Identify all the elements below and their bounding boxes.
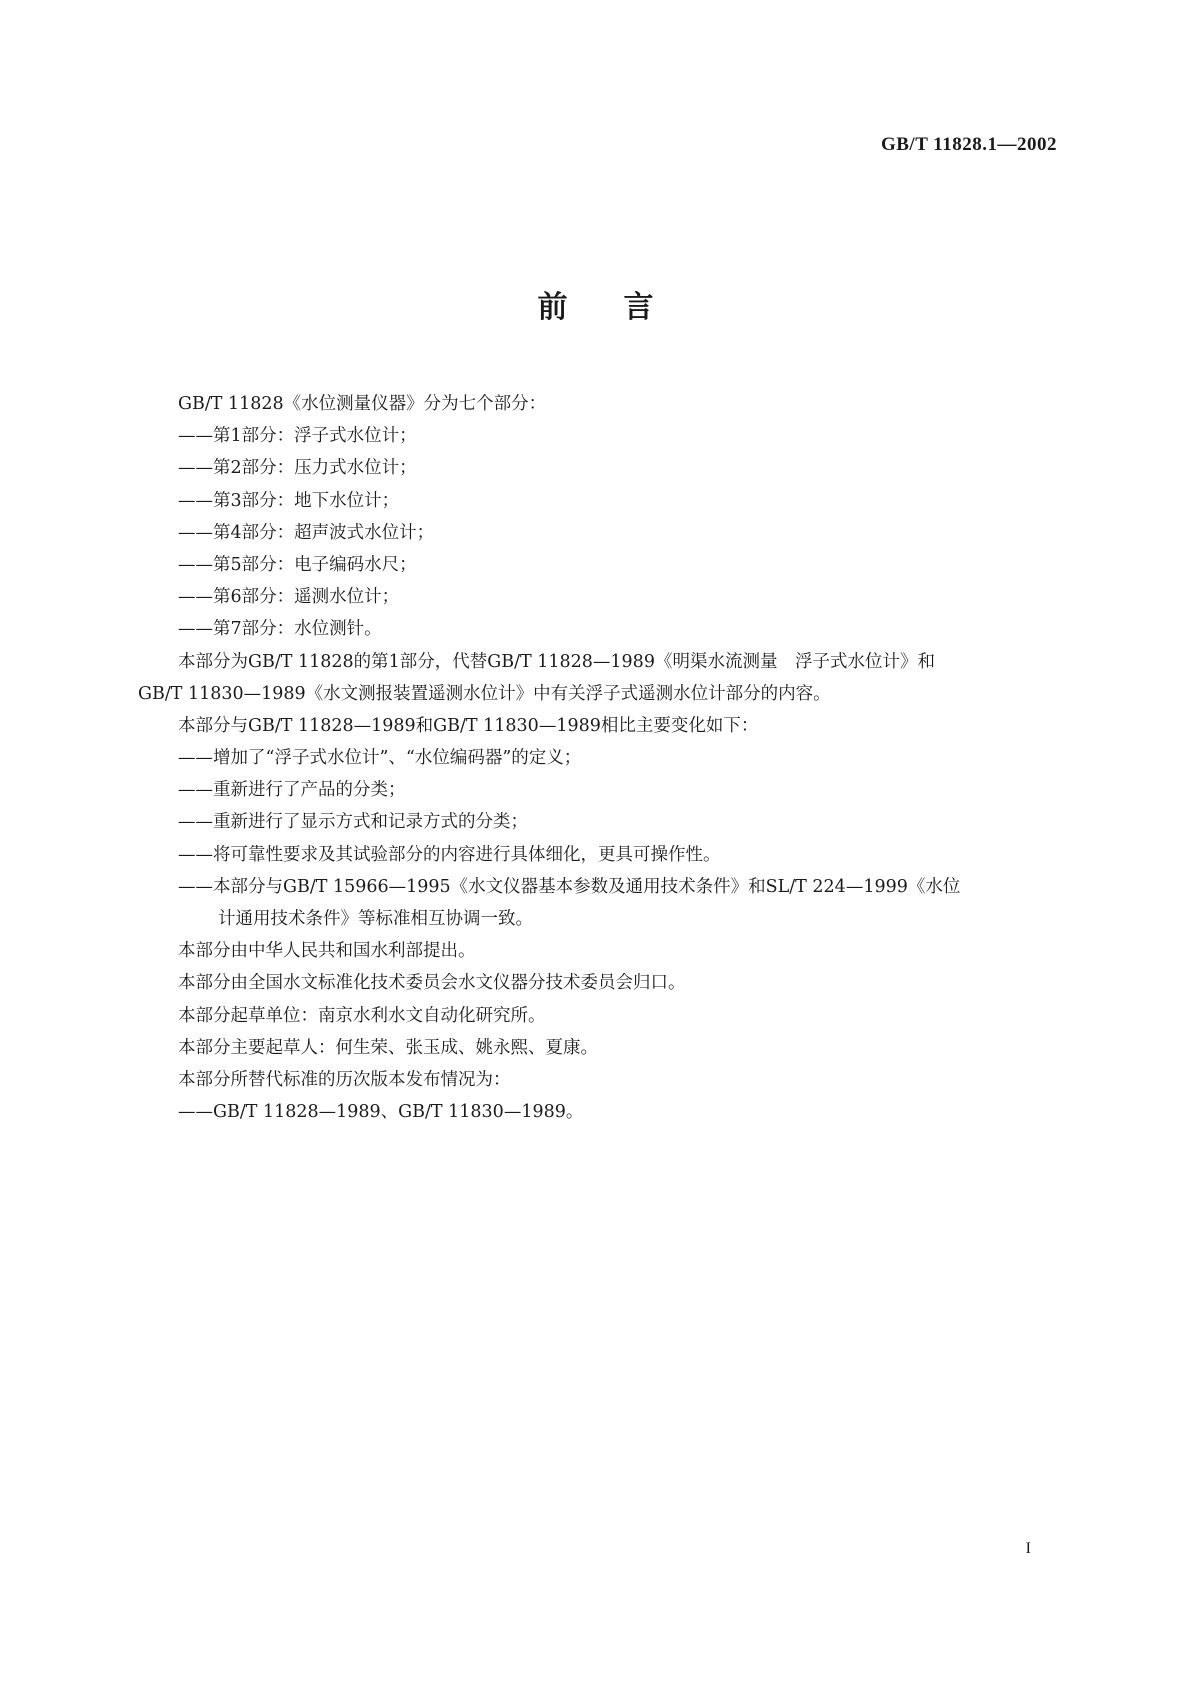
paragraph-line: ——将可靠性要求及其试验部分的内容进行具体细化，更具可操作性。 [178,844,721,865]
paragraph-line: ——重新进行了显示方式和记录方式的分类； [178,812,528,833]
paragraph-line: ——第2部分：压力式水位计； [178,458,417,479]
paragraph-line: ——第3部分：地下水位计； [178,490,400,511]
paragraph-line: 本部分起草单位：南京水利水文自动化研究所。 [178,1005,546,1026]
paragraph-line: 计通用技术条件》等标准相互协调一致。 [218,909,533,929]
paragraph-line: GB/T 11830—1989《水文测报装置遥测水位计》中有关浮子式遥测水位计部分的内容。 [138,683,831,704]
page-number: I [1025,1540,1031,1557]
paragraph-line: ——第4部分：超声波式水位计； [178,522,435,543]
standard-code: GB/T 11828.1—2002 [880,134,1057,155]
paragraph-line: 本部分由全国水文标准化技术委员会水文仪器分技术委员会归口。 [178,973,686,994]
page-title: 前言 [537,290,710,325]
paragraph-line: ——重新进行了产品的分类； [178,780,406,801]
paragraph-line: ——第5部分：电子编码水尺； [178,554,417,575]
paragraph-line: GB/T 11828《水位测量仪器》分为七个部分： [178,394,547,414]
paragraph-line: 本部分由中华人民共和国水利部提出。 [178,941,476,962]
paragraph-line: ——GB/T 11828—1989、GB/T 11830—1989。 [178,1102,584,1123]
paragraph-line: ——第6部分：遥测水位计； [178,587,400,608]
paragraph-line: 本部分所替代标准的历次版本发布情况为： [178,1069,511,1090]
paragraph-line: ——本部分与GB/T 15966—1995《水文仪器基本参数及通用技术条件》和SL/T 224—1999《水位 [178,876,961,897]
paragraph-line: ——第1部分：浮子式水位计； [178,426,417,447]
paragraph-line: 本部分主要起草人：何生荣、张玉成、姚永熙、夏康。 [178,1037,598,1058]
foreword-body [138,388,1054,1128]
paragraph-line: ——增加了“浮子式水位计”、“水位编码器”的定义； [178,748,582,769]
paragraph-line: ——第7部分：水位测针。 [178,619,382,640]
paragraph-line: 本部分与GB/T 11828—1989和GB/T 11830—1989相比主要变化如下： [178,715,759,736]
paragraph-line: 本部分为GB/T 11828的第1部分，代替GB/T 11828—1989《明渠水流测量 浮子式水位计》和 [178,651,935,672]
